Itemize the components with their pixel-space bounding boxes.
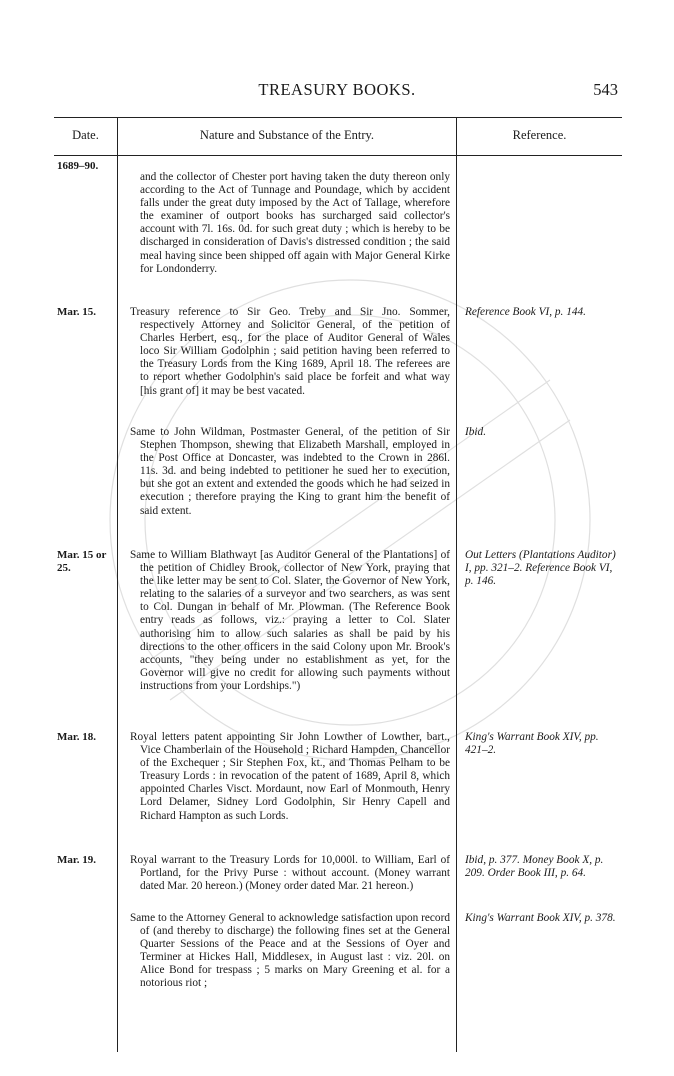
entry-reference: Reference Book VI, p. 144.	[465, 306, 586, 318]
column-header-nature: Nature and Substance of the Entry.	[199, 128, 375, 142]
column-divider	[456, 117, 457, 1052]
entry-date: Mar. 18.	[57, 731, 97, 743]
entry-reference: Ibid.	[465, 426, 487, 438]
entry-reference: Out Letters (Plantations Auditor) I, pp. 321–2. Reference Book VI, p. 146.	[465, 549, 616, 588]
entry-text: Royal letters patent appointing Sir John Lowther of Lowther, bart., Vice Chamberlain of the Household ; Richard Hampden, Chancellor of the Exchequer ; Sir Stephen Fox, kt., and Thomas Pelham to be Treasury Lords : in revocation of the patent of 1689, April 8, which appointed Charles Visct. Mordaunt, now Earl of Monmouth, Henry Lord Delamer, Sidney Lord Godolphin, Sir Henry Capell and Richard Hampton as such Lords.	[130, 731, 450, 822]
column-header-reference: Reference.	[512, 128, 567, 142]
page-title: TREASURY BOOKS.	[258, 80, 416, 99]
entry-reference: Ibid, p. 377. Money Book X, p. 209. Order Book III, p. 64.	[465, 854, 604, 880]
entry-reference: King's Warrant Book XIV, pp. 421–2.	[465, 731, 599, 757]
table-top-rule	[54, 117, 622, 118]
entry-text: Royal warrant to the Treasury Lords for 10,000l. to William, Earl of Portland, for the Privy Purse : without account. (Money warrant dated Mar. 20 hereon.) (Money order dated Mar. 21 hereon.)	[130, 854, 450, 893]
column-header-date: Date.	[72, 128, 99, 142]
page-number: 543	[593, 80, 618, 99]
entry-reference: King's Warrant Book XIV, p. 378.	[465, 912, 616, 924]
entry-table	[54, 117, 622, 1052]
entry-text: Treasury reference to Sir Geo. Treby and Sir Jno. Sommer, respectively Attorney and Solicitor General, of the petition of Charles Herbert, esq., for the place of Auditor General of Wales loco Sir William Godolphin ; said petition having been referred to the Treasury Lords from the King 1689, April 18. The referees are to report whether Godolphin's said place be forfeit and what way [his grant of] it may be best vacated.	[130, 306, 450, 397]
entry-text: Same to John Wildman, Postmaster General, of the petition of Sir Stephen Thompson, shewing that Elizabeth Marshall, employed in the Post Office at Doncaster, was indebted to the Crown in 286l. 11s. 3d. and being indebted to petitioner he sued her to execution, but she got an extent and extended the goods which he had seized in execution ; therefore praying the King to grant him the benefit of said extent.	[130, 426, 450, 517]
entry-text: Same to the Attorney General to acknowledge satisfaction upon record of (and thereby to discharge) the following fines set at the General Quarter Sessions of the Peace and at the Sessions of Oyer and Terminer at Hickes Hall, Middlesex, in August last : viz. 20l. on Alice Bond for trespass ; 5 marks on Mary Greening et al. for a notorious riot ;	[130, 912, 450, 990]
column-divider	[117, 117, 118, 1052]
entry-date: 1689–90.	[57, 160, 99, 172]
entry-date: Mar. 15.	[57, 306, 97, 318]
running-head	[0, 78, 674, 102]
entry-date: Mar. 19.	[57, 854, 97, 866]
entry-date: Mar. 15 or 25.	[57, 549, 107, 575]
entry-text: and the collector of Chester port having taken the duty thereon only according to the Act of Tunnage and Poundage, which by accident falls under the great duty imposed by the Act of Tallage, wherefore the examiner of outport books has surcharged said collector's account with 7l. 16s. 0d. for such great duty ; which is hereby to be discharged in consideration of Davis's distressed condition ; the said meal having since been shipped off again with Major General Kirke for Londonderry.	[140, 171, 450, 275]
entry-text: Same to William Blathwayt [as Auditor General of the Plantations] of the petition of Chidley Brook, collector of New York, praying that the like letter may be sent to Col. Slater, the Governor of New York, relating to the salaries of a surveyor and two searchers, as was sent to Col. Dungan in behalf of Mr. Plowman. (The Reference Book entry reads as follows, viz.: praying a letter to Col. Slater authorising him to allow such salaries as shall be paid by his directions to the other officers in the said Colony upon Mr. Brook's accounts, "they being under no establishment as yet, for the Governor will give no credit for allowing such payments without instructions from your Lordships.")	[130, 549, 450, 692]
header-rule	[54, 155, 622, 156]
